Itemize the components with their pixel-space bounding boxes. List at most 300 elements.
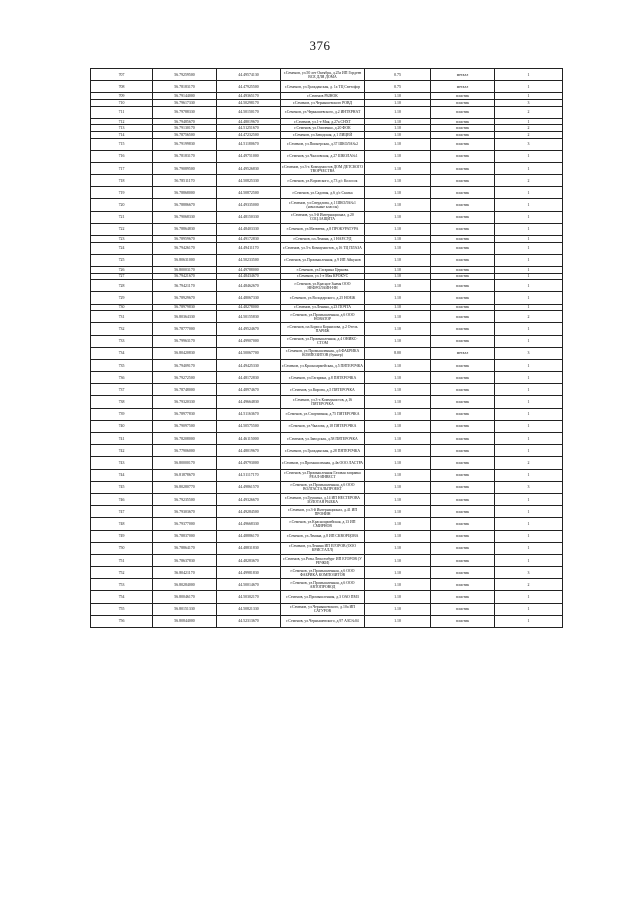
- volume-cell: 1.10: [365, 162, 431, 174]
- latitude-cell: 56.78756500: [153, 131, 217, 138]
- material-cell: пластик: [431, 506, 495, 518]
- volume-cell: 1.10: [365, 273, 431, 280]
- volume-cell: 1.10: [365, 93, 431, 100]
- registry-table: [90, 68, 563, 628]
- volume-cell: 1.10: [365, 603, 431, 615]
- latitude-cell: 56.79426170: [153, 242, 217, 254]
- material-cell: пластик: [431, 187, 495, 199]
- longitude-cell: 44.48283670: [217, 554, 281, 566]
- longitude-cell: 44.49172830: [217, 236, 281, 243]
- count-cell: 1: [495, 236, 563, 243]
- count-cell: 1: [495, 433, 563, 445]
- count-cell: 2: [495, 457, 563, 469]
- material-cell: пластик: [431, 420, 495, 432]
- count-cell: 2: [495, 131, 563, 138]
- count-cell: 2: [495, 311, 563, 323]
- row-number-cell: 743: [91, 457, 153, 469]
- row-number-cell: 747: [91, 506, 153, 518]
- volume-cell: 1.10: [365, 199, 431, 211]
- longitude-cell: 44.50575500: [217, 420, 281, 432]
- table-row: [91, 445, 563, 457]
- material-cell: пластик: [431, 530, 495, 542]
- longitude-cell: 44.49326670: [217, 493, 281, 505]
- table-row: [91, 591, 563, 603]
- address-cell: г.Семенов, ул.Красноармейская, д.5 ПЯТЕРОЧКА: [281, 359, 365, 371]
- longitude-cell: 44.48019670: [217, 445, 281, 457]
- table-row: [91, 138, 563, 150]
- count-cell: 1: [495, 493, 563, 505]
- material-cell: пластик: [431, 118, 495, 125]
- table-row: [91, 175, 563, 187]
- latitude-cell: 56.78511170: [153, 175, 217, 187]
- volume-cell: 1.10: [365, 493, 431, 505]
- latitude-cell: 56.79421670: [153, 273, 217, 280]
- material-cell: пластик: [431, 433, 495, 445]
- address-cell: г.Семенов, ул.Промышленная, д.9 ИП Айкунов: [281, 254, 365, 266]
- volume-cell: 1.10: [365, 408, 431, 420]
- count-cell: 1: [495, 542, 563, 554]
- volume-cell: 1.10: [365, 506, 431, 518]
- address-cell: г.Семенов, пл.Ленина, д.1 НАР.СУД: [281, 236, 365, 243]
- table-row: [91, 99, 563, 106]
- material-cell: пластик: [431, 175, 495, 187]
- volume-cell: 1.10: [365, 131, 431, 138]
- count-cell: 1: [495, 267, 563, 274]
- latitude-cell: 56.78837000: [153, 530, 217, 542]
- address-cell: г.Семенов, ул.Ленина, д.8 ИП СКВОРЦОВА: [281, 530, 365, 542]
- count-cell: 1: [495, 615, 563, 627]
- longitude-cell: 44.49526830: [217, 162, 281, 174]
- address-cell: г.Семенов, ул.Промышленная, д.6 ООО АВТОПРОВОД: [281, 579, 365, 591]
- address-cell: г.Семенов, ул.Промышленная, д.6 ФАБРИКА КОМПОЗИТОВ (бункер): [281, 347, 365, 359]
- material-cell: пластик: [431, 223, 495, 235]
- latitude-cell: 56.78864830: [153, 223, 217, 235]
- material-cell: пластик: [431, 199, 495, 211]
- count-cell: 1: [495, 384, 563, 396]
- address-cell: г.Семенов, ул.1-е Мая КРОКУС: [281, 273, 365, 280]
- address-cell: г.Семенов, ул.Ленина ИП ЕГОРОВ (ООО КРИСТАЛЛ): [281, 542, 365, 554]
- row-number-cell: 740: [91, 420, 153, 432]
- latitude-cell: 56.78748000: [153, 384, 217, 396]
- volume-cell: 1.10: [365, 138, 431, 150]
- table-row: [91, 131, 563, 138]
- address-cell: г.Семенов, ул.Чкаловская, д.27 ШКОЛА№1: [281, 150, 365, 162]
- count-cell: 2: [495, 175, 563, 187]
- row-number-cell: 748: [91, 518, 153, 530]
- table-row: [91, 396, 563, 408]
- table-row: [91, 469, 563, 481]
- address-cell: г.Семенов, ул.Кирова, д.5 ПЯТЕРОЧКА: [281, 384, 365, 396]
- address-cell: г.Семенов, ул.Промышленная, д.4в ООО ЛАСТРА: [281, 457, 365, 469]
- material-cell: пластик: [431, 591, 495, 603]
- row-number-cell: 750: [91, 542, 153, 554]
- row-number-cell: 754: [91, 591, 153, 603]
- material-cell: пластик: [431, 615, 495, 627]
- longitude-cell: 44.49981830: [217, 567, 281, 579]
- longitude-cell: 44.48067330: [217, 292, 281, 304]
- longitude-cell: 44.50014670: [217, 579, 281, 591]
- longitude-cell: 44.49335000: [217, 199, 281, 211]
- volume-cell: 1.10: [365, 304, 431, 311]
- longitude-cell: 44.49574130: [217, 69, 281, 81]
- address-cell: г.Семенов, ул.Красноармейская, д.13 ИП СМИРНОВ: [281, 518, 365, 530]
- address-cell: г.Семенов, ул.50 лет Октября, д.25а ИП Гордеев ВСЕ ДЛЯ ДОМА: [281, 69, 365, 81]
- address-cell: г.Семенов, ул.Матвеева, д.8 ПРОКУРАТУРА: [281, 223, 365, 235]
- volume-cell: 1.10: [365, 457, 431, 469]
- longitude-cell: 44.48403330: [217, 223, 281, 235]
- latitude-cell: 56.80046170: [153, 591, 217, 603]
- count-cell: 1: [495, 280, 563, 292]
- latitude-cell: 56.79303670: [153, 506, 217, 518]
- longitude-cell: 44.49411170: [217, 242, 281, 254]
- volume-cell: 1.10: [365, 433, 431, 445]
- latitude-cell: 56.79199830: [153, 138, 217, 150]
- row-number-cell: 736: [91, 372, 153, 384]
- longitude-cell: 44.50872500: [217, 187, 281, 199]
- address-cell: г.Семенов, ул.Промышленная, д.6 ООО ВОЛГАСТАЛЬПРОЕКТ: [281, 481, 365, 493]
- count-cell: 1: [495, 323, 563, 335]
- latitude-cell: 56.79259500: [153, 69, 217, 81]
- latitude-cell: 56.79130170: [153, 125, 217, 132]
- latitude-cell: 56.79788330: [153, 106, 217, 118]
- longitude-cell: 44.49751000: [217, 150, 281, 162]
- latitude-cell: 56.78183170: [153, 150, 217, 162]
- address-cell: г.Семенов РЫНОК: [281, 93, 365, 100]
- latitude-cell: 56.78208000: [153, 433, 217, 445]
- latitude-cell: 56.78868000: [153, 187, 217, 199]
- longitude-cell: 44.48831830: [217, 542, 281, 554]
- address-cell: г.Семенов, ул.Володарского, д.25 НОЕЖ: [281, 292, 365, 304]
- address-cell: г.Семенов, ул.Ленина, д.23 ПОЧТА: [281, 304, 365, 311]
- row-number-cell: 711: [91, 106, 153, 118]
- volume-cell: 1.10: [365, 591, 431, 603]
- latitude-cell: 56.78864170: [153, 542, 217, 554]
- material-cell: пластик: [431, 323, 495, 335]
- latitude-cell: 56.80844000: [153, 615, 217, 627]
- volume-cell: 0.75: [365, 69, 431, 81]
- table-row: [91, 457, 563, 469]
- latitude-cell: 56.80631000: [153, 254, 217, 266]
- material-cell: пластик: [431, 162, 495, 174]
- address-cell: г.Семенов, ул.Гражданская, д.28 ПЯТЕРОЧКА: [281, 445, 365, 457]
- row-number-cell: 707: [91, 69, 153, 81]
- table-row: [91, 408, 563, 420]
- address-cell: г.Семенов, ул.Свердлова, д.1 ШКОЛА№1 (начальные классы): [281, 199, 365, 211]
- longitude-cell: 44.50155830: [217, 311, 281, 323]
- volume-cell: 1.10: [365, 280, 431, 292]
- latitude-cell: 56.79144000: [153, 93, 217, 100]
- address-cell: г.Семенов, ул.1-е Мая, д.27а СНХТ: [281, 118, 365, 125]
- table-row: [91, 236, 563, 243]
- count-cell: 1: [495, 69, 563, 81]
- count-cell: 3: [495, 481, 563, 493]
- table-row: [91, 223, 563, 235]
- row-number-cell: 741: [91, 433, 153, 445]
- latitude-cell: 56.79089500: [153, 162, 217, 174]
- row-number-cell: 721: [91, 211, 153, 223]
- count-cell: 3: [495, 99, 563, 106]
- row-number-cell: 712: [91, 118, 153, 125]
- material-cell: пластик: [431, 493, 495, 505]
- material-cell: пластик: [431, 579, 495, 591]
- row-number-cell: 726: [91, 267, 153, 274]
- volume-cell: 1.10: [365, 396, 431, 408]
- material-cell: металл: [431, 347, 495, 359]
- count-cell: 1: [495, 242, 563, 254]
- longitude-cell: 44.49664830: [217, 396, 281, 408]
- volume-cell: 1.10: [365, 223, 431, 235]
- row-number-cell: 755: [91, 603, 153, 615]
- volume-cell: 1.10: [365, 267, 431, 274]
- count-cell: 1: [495, 335, 563, 347]
- count-cell: 1: [495, 372, 563, 384]
- volume-cell: 1.10: [365, 420, 431, 432]
- address-cell: г.Семенов, ул.Гагарина, д.8 ПЯТЕРОЧКА: [281, 372, 365, 384]
- volume-cell: 1.10: [365, 125, 431, 132]
- table-row: [91, 267, 563, 274]
- row-number-cell: 727: [91, 273, 153, 280]
- longitude-cell: 44.51251670: [217, 125, 281, 132]
- row-number-cell: 718: [91, 175, 153, 187]
- table-row: [91, 242, 563, 254]
- address-cell: г.Семенов, ул.Спортивная, д.75 ПЯТЕРОЧКА: [281, 408, 365, 420]
- latitude-cell: 56.78977830: [153, 408, 217, 420]
- material-cell: пластик: [431, 457, 495, 469]
- latitude-cell: 56.80420830: [153, 347, 217, 359]
- material-cell: пластик: [431, 603, 495, 615]
- page-number: 376: [309, 38, 331, 53]
- row-number-cell: 732: [91, 323, 153, 335]
- latitude-cell: 56.78886670: [153, 199, 217, 211]
- table-row: [91, 106, 563, 118]
- table-row: [91, 93, 563, 100]
- count-cell: 1: [495, 506, 563, 518]
- latitude-cell: 56.80000170: [153, 457, 217, 469]
- count-cell: 2: [495, 106, 563, 118]
- row-number-cell: 734: [91, 347, 153, 359]
- volume-cell: 1.10: [365, 579, 431, 591]
- row-number-cell: 735: [91, 359, 153, 371]
- address-cell: г.Семенов, ул.Гражданская, д. 1а ТЦ Светофор: [281, 81, 365, 93]
- latitude-cell: 56.79617330: [153, 99, 217, 106]
- material-cell: пластик: [431, 254, 495, 266]
- table-row: [91, 359, 563, 371]
- latitude-cell: 56.79272500: [153, 372, 217, 384]
- count-cell: 1: [495, 93, 563, 100]
- material-cell: пластик: [431, 372, 495, 384]
- table-row: [91, 335, 563, 347]
- longitude-cell: 44.50233500: [217, 254, 281, 266]
- count-cell: 1: [495, 554, 563, 566]
- row-number-cell: 716: [91, 150, 153, 162]
- material-cell: пластик: [431, 469, 495, 481]
- material-cell: пластик: [431, 93, 495, 100]
- row-number-cell: 719: [91, 187, 153, 199]
- count-cell: 1: [495, 359, 563, 371]
- longitude-cell: 44.48974670: [217, 384, 281, 396]
- longitude-cell: 44.52313670: [217, 615, 281, 627]
- longitude-cell: 44.51163670: [217, 408, 281, 420]
- row-number-cell: 725: [91, 254, 153, 266]
- address-cell: г.Семенов, ул.Пионерская, д.37 ШКОЛА№2: [281, 138, 365, 150]
- count-cell: 1: [495, 530, 563, 542]
- material-cell: пластик: [431, 481, 495, 493]
- row-number-cell: 723: [91, 236, 153, 243]
- address-cell: г.Семенов, ул.3-й Интернационал, д.20 СОЦ.ЗАЩИТА: [281, 211, 365, 223]
- volume-cell: 1.10: [365, 106, 431, 118]
- volume-cell: 1.10: [365, 554, 431, 566]
- longitude-cell: 44.50150170: [217, 106, 281, 118]
- material-cell: пластик: [431, 99, 495, 106]
- table-row: [91, 199, 563, 211]
- longitude-cell: 44.48150330: [217, 211, 281, 223]
- longitude-cell: 44.48462670: [217, 280, 281, 292]
- count-cell: 1: [495, 162, 563, 174]
- table-row: [91, 567, 563, 579]
- row-number-cell: 722: [91, 223, 153, 235]
- count-cell: 3: [495, 347, 563, 359]
- row-number-cell: 739: [91, 408, 153, 420]
- table-row: [91, 518, 563, 530]
- longitude-cell: 44.49907000: [217, 335, 281, 347]
- material-cell: пластик: [431, 304, 495, 311]
- longitude-cell: 44.48886170: [217, 530, 281, 542]
- table-row: [91, 372, 563, 384]
- longitude-cell: 44.49524670: [217, 323, 281, 335]
- material-cell: пластик: [431, 267, 495, 274]
- count-cell: 1: [495, 469, 563, 481]
- table-row: [91, 187, 563, 199]
- count-cell: 1: [495, 118, 563, 125]
- count-cell: 1: [495, 81, 563, 93]
- volume-cell: 1.10: [365, 384, 431, 396]
- longitude-cell: 44.49788000: [217, 267, 281, 274]
- longitude-cell: 44.47925500: [217, 81, 281, 93]
- volume-cell: 1.10: [365, 311, 431, 323]
- address-cell: г.Семенов, ул.Промышленная, д.3 ОАО ПМЗ: [281, 591, 365, 603]
- longitude-cell: 44.50825330: [217, 175, 281, 187]
- material-cell: пластик: [431, 211, 495, 223]
- address-cell: г.Семенов, ул.Розы Люксембург ИП ЕГОРОВ (У РЕЧКИ): [281, 554, 365, 566]
- count-cell: 1: [495, 150, 563, 162]
- material-cell: металл: [431, 69, 495, 81]
- longitude-cell: 44.48172830: [217, 372, 281, 384]
- volume-cell: 1.10: [365, 175, 431, 187]
- address-cell: г.Семенов, ул.Промышленная Газовая заправка РЕАЛ-ИНВЕСТ: [281, 469, 365, 481]
- volume-cell: 1.10: [365, 150, 431, 162]
- longitude-cell: 44.50821330: [217, 603, 281, 615]
- material-cell: пластик: [431, 518, 495, 530]
- volume-cell: 1.10: [365, 99, 431, 106]
- table-row: [91, 323, 563, 335]
- table-row: [91, 554, 563, 566]
- latitude-cell: 56.78959670: [153, 236, 217, 243]
- material-cell: пластик: [431, 242, 495, 254]
- longitude-cell: 44.48278000: [217, 304, 281, 311]
- row-number-cell: 749: [91, 530, 153, 542]
- address-cell: г.Семенов, ул.Гагарина Церковь: [281, 267, 365, 274]
- count-cell: 1: [495, 445, 563, 457]
- address-cell: г.Семенов, ул.Красное Знамя ООО НЕФРОЛАЙН-НН: [281, 280, 365, 292]
- volume-cell: 1.10: [365, 567, 431, 579]
- row-number-cell: 731: [91, 311, 153, 323]
- address-cell: г.Семенов, ул.3-й Интернационал, д.41 ИП ПРОНИН: [281, 506, 365, 518]
- row-number-cell: 730: [91, 304, 153, 311]
- row-number-cell: 737: [91, 384, 153, 396]
- longitude-cell: 44.50298170: [217, 99, 281, 106]
- count-cell: 1: [495, 199, 563, 211]
- table-row: [91, 530, 563, 542]
- table-row: [91, 481, 563, 493]
- latitude-cell: 56.80284000: [153, 579, 217, 591]
- table-row: [91, 150, 563, 162]
- count-cell: 1: [495, 187, 563, 199]
- table-row: [91, 273, 563, 280]
- table-row: [91, 384, 563, 396]
- address-cell: г.Семенов, ул.3-х Коммунистов, д.16 ПЯТЕРОЧКА: [281, 396, 365, 408]
- table-row: [91, 603, 563, 615]
- row-number-cell: 756: [91, 615, 153, 627]
- table-row: [91, 304, 563, 311]
- material-cell: пластик: [431, 106, 495, 118]
- latitude-cell: 56.78183170: [153, 81, 217, 93]
- row-number-cell: 709: [91, 93, 153, 100]
- address-cell: г.Семенов, ул.Садовая, д.6 д/с Сказка: [281, 187, 365, 199]
- count-cell: 1: [495, 304, 563, 311]
- volume-cell: 1.10: [365, 445, 431, 457]
- address-cell: г.Семенов, ул.Чернышевского, д.97 АЗС№04: [281, 615, 365, 627]
- address-cell: г.Семенов, ул.Заводская, д.1 ЛИЦЕЙ: [281, 131, 365, 138]
- material-cell: пластик: [431, 567, 495, 579]
- address-cell: г.Семенов, ул.Заводская, д.58 ПЯТЕРОЧКА: [281, 433, 365, 445]
- row-number-cell: 715: [91, 138, 153, 150]
- longitude-cell: 44.47232500: [217, 131, 281, 138]
- count-cell: 1: [495, 420, 563, 432]
- volume-cell: 1.10: [365, 254, 431, 266]
- volume-cell: 8.00: [365, 347, 431, 359]
- longitude-cell: 44.49284500: [217, 506, 281, 518]
- latitude-cell: 56.78637830: [153, 554, 217, 566]
- count-cell: 1: [495, 408, 563, 420]
- address-cell: г.Семенов, пл.Бориса Корнилова, д.2 Отель ПАРИЖ: [281, 323, 365, 335]
- address-cell: г.Семенов, ул.Промышленная, д.6 ООО ФАБРИКА КОМПОЗИТОВ: [281, 567, 365, 579]
- material-cell: пластик: [431, 273, 495, 280]
- row-number-cell: 744: [91, 469, 153, 481]
- material-cell: пластик: [431, 359, 495, 371]
- count-cell: 1: [495, 292, 563, 304]
- row-number-cell: 708: [91, 81, 153, 93]
- count-cell: 1: [495, 518, 563, 530]
- address-cell: г.Семенов, ул.3-х Коммунистов, д.16 ТЦ ПЛАЗА: [281, 242, 365, 254]
- address-cell: г.Семенов, ул.Чкалова, д.18 ПЯТЕРОЧКА: [281, 420, 365, 432]
- row-number-cell: 742: [91, 445, 153, 457]
- material-cell: пластик: [431, 292, 495, 304]
- material-cell: пластик: [431, 236, 495, 243]
- count-cell: 1: [495, 396, 563, 408]
- count-cell: 1: [495, 254, 563, 266]
- longitude-cell: 44.46115000: [217, 433, 281, 445]
- material-cell: пластик: [431, 138, 495, 150]
- address-cell: г.Семенов, ул.Чернышевского, д.10а ИП САТУРОВ: [281, 603, 365, 615]
- address-cell: г.Семенов, ул.Промышленная, д.4 ОНИКС-СТОМ: [281, 335, 365, 347]
- material-cell: пластик: [431, 384, 495, 396]
- latitude-cell: 56.78777000: [153, 323, 217, 335]
- count-cell: 1: [495, 211, 563, 223]
- table-row: [91, 211, 563, 223]
- row-number-cell: 752: [91, 567, 153, 579]
- row-number-cell: 733: [91, 335, 153, 347]
- latitude-cell: 56.80421170: [153, 567, 217, 579]
